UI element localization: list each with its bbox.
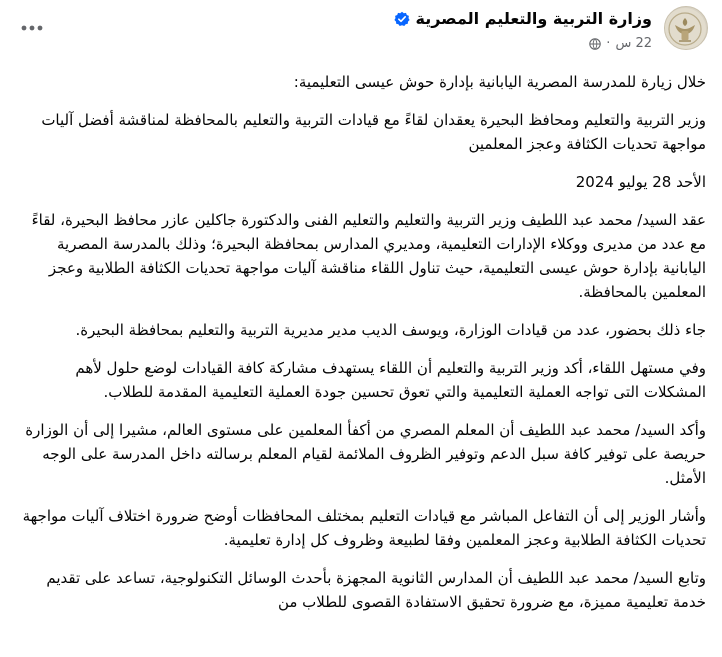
page-name-row [394, 9, 652, 28]
post-body [16, 70, 706, 628]
more-options-icon [21, 25, 43, 31]
verified-badge-icon [394, 11, 410, 27]
post-paragraph-date: الأحد 28 يوليو 2024 [575, 173, 706, 191]
post-meta [589, 36, 652, 51]
page-avatar[interactable] [664, 6, 708, 50]
more-options-button[interactable] [14, 16, 50, 40]
post-paragraph-intro: خلال زيارة للمدرسة المصرية اليابانية بإدارة حوش عيسى التعليمية: [293, 73, 706, 91]
post-paragraph: وأشار الوزير إلى أن التفاعل المباشر مع قيادات التعليم بمختلف المحافظات أوضح ضرورة اختلاف آليات مواجهة تحديات الكثافة الطلابية وعجز المعلمين وفقا لطبيعة وظروف كل إدارة تعليمية. [22, 507, 706, 549]
post-paragraph: عقد السيد/ محمد عبد اللطيف وزير التربية والتعليم والتعليم الفنى والدكتورة جاكلين عازر محافظ البحيرة، لقاءً مع عدد من مديرى ووكلاء الإدارات التعليمية، ومديري المدارس بمحافظة البحيرة؛ وذلك بالمدرسة المصرية اليابانية بإدارة حوش عيسى التعليمية، حيث تناول اللقاء مناقشة آليات مواجهة تحديات الكثافة الطلابية وعجز المعلمين بالمحافظة. [31, 211, 706, 301]
post-paragraph: وأكد السيد/ محمد عبد اللطيف أن المعلم المصري من أكفأ المعلمين على مستوى العالم، مشيرا إلى أن الوزارة حريصة على توفير كافة سبل الدعم وتوفير الظروف الملائمة لقيام المعلم برسالته داخل المدرسة على الوجه الأمثل. [25, 421, 706, 487]
post-paragraph: وفي مستهل اللقاء، أكد وزير التربية والتعليم أن اللقاء يستهدف مشاركة كافة القيادات لوضع حلول لأهم المشكلات التى تواجه العملية التعليمية والتي تعوق تحسين جودة العملية التعليمية المقدمة للطلاب. [75, 359, 706, 401]
post-time[interactable]: 22 س [615, 36, 652, 51]
meta-separator: · [606, 36, 611, 51]
post-paragraph-headline: وزير التربية والتعليم ومحافظ البحيرة يعقدان لقاءً مع قيادات التربية والتعليم بالمحافظة لمناقشة أفضل آليات مواجهة تحديات الكثافة وعجز المعلمين [41, 111, 706, 153]
post-paragraph: جاء ذلك بحضور، عدد من قيادات الوزارة، ويوسف الديب مدير مديرية التربية والتعليم بمحافظة البحيرة. [75, 321, 706, 339]
globe-icon[interactable] [589, 38, 601, 50]
page-name[interactable]: وزارة التربية والتعليم المصرية [415, 9, 652, 28]
eagle-emblem-icon [664, 7, 707, 50]
post-header [14, 6, 708, 62]
post-paragraph: وتابع السيد/ محمد عبد اللطيف أن المدارس الثانوية المجهزة بأحدث الوسائل التكنولوجية، تساعد على تقديم خدمة تعليمية مميزة، مع ضرورة تحقيق الاستفادة القصوى للطلاب من [46, 569, 706, 611]
